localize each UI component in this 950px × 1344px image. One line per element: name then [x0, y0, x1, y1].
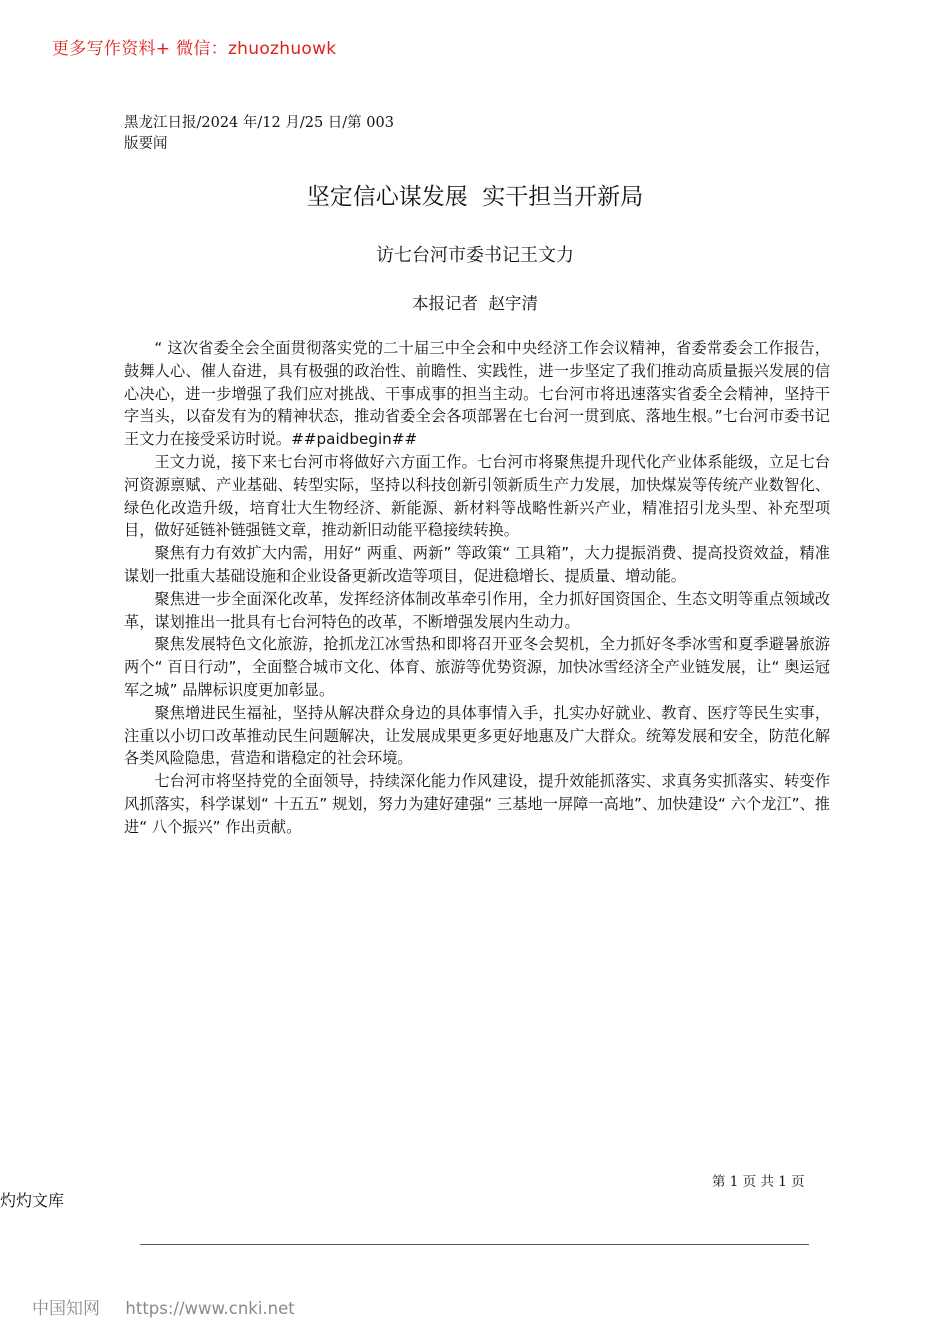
paragraph-3: 聚焦有力有效扩大内需，用好“ 两重、两新” 等政策“ 工具箱”，大力提振消费、提高投资效益，精准谋划一批重大基础设施和企业设备更新改造等项目，促进稳增长、提质量、增动能。	[124, 544, 830, 585]
paragraph-5: 聚焦发展特色文化旅游，抢抓龙江冰雪热和即将召开亚冬会契机，全力抓好冬季冰雪和夏季避暑旅游两个“ 百日行动”，全面整合城市文化、体育、旅游等优势资源，加快冰雪经济全产业链发展，让“ 奥运冠军之城” 品牌标识度更加彰显。	[124, 635, 830, 699]
promo-banner: 更多写作资料+ 微信：zhuozhuowk	[52, 39, 337, 59]
footer-divider	[140, 1244, 809, 1245]
source-line-2: 版要闻	[124, 136, 168, 152]
paragraph-6: 聚焦增进民生福祉，坚持从解决群众身边的具体事情入手，扎实办好就业、教育、医疗等民生实事，注重以小切口改革推动民生问题解决，让发展成果更多更好地惠及广大群众。统筹发展和安全，防范化解各类风险隐患，营造和谐稳定的社会环境。	[124, 703, 830, 768]
article-title: 坚定信心谋发展 实干担当开新局	[306, 184, 644, 210]
article-subtitle: 访七台河市委书记王文力	[376, 245, 574, 266]
cnki-url: https://www.cnki.net	[125, 1299, 295, 1318]
source-info	[124, 113, 394, 155]
page-number: 第 1 页 共 1 页	[712, 1174, 805, 1190]
paragraph-1: “ 这次省委全会全面贯彻落实党的二十届三中全会和中央经济工作会议精神，省委常委会工作报告，鼓舞人心、催人奋进，具有极强的政治性、前瞻性、实践性，进一步坚定了我们推动高质量振兴发展的信心决心，进一步增强了我们应对挑战、干事成事的担当主动。七台河市将迅速落实省委全会精神，坚持干字当头，以奋发有为的精神状态，推动省委全会各项部署在七台河一贯到底、落地生根。”七台河市委书记王文力在接受采访时说。##paidbegin##	[124, 339, 830, 449]
cnki-watermark	[32, 1294, 295, 1319]
cnki-logo: 中国知网	[32, 1299, 100, 1319]
library-label: 灼灼文库	[0, 1191, 65, 1210]
paragraph-4: 聚焦进一步全面深化改革，发挥经济体制改革牵引作用，全力抓好国资国企、生态文明等重点领域改革，谋划推出一批具有七台河特色的改革，不断增强发展内生动力。	[124, 589, 830, 631]
source-line-1: 黑龙江日报/2024 年/12 月/25 日/第 003	[124, 115, 394, 131]
article-body	[124, 337, 830, 839]
article-byline: 本报记者 赵宇清	[412, 294, 538, 313]
paragraph-2: 王文力说，接下来七台河市将做好六方面工作。七台河市将聚焦提升现代化产业体系能级，立足七台河资源禀赋、产业基础、转型实际，坚持以科技创新引领新质生产力发展，加快煤炭等传统产业数智化、绿色化改造升级，培育壮大生物经济、新能源、新材料等战略性新兴产业，精准招引龙头型、补充型项目，做好延链补链强链文章，推动新旧动能平稳接续转换。	[124, 452, 830, 540]
paragraph-7: 七台河市将坚持党的全面领导，持续深化能力作风建设，提升效能抓落实、求真务实抓落实、转变作风抓落实，科学谋划“ 十五五” 规划，努力为建好建强“ 三基地一屏障一高地”、加快建设“ 六个龙江”、推进“ 八个振兴” 作出贡献。	[124, 772, 830, 836]
